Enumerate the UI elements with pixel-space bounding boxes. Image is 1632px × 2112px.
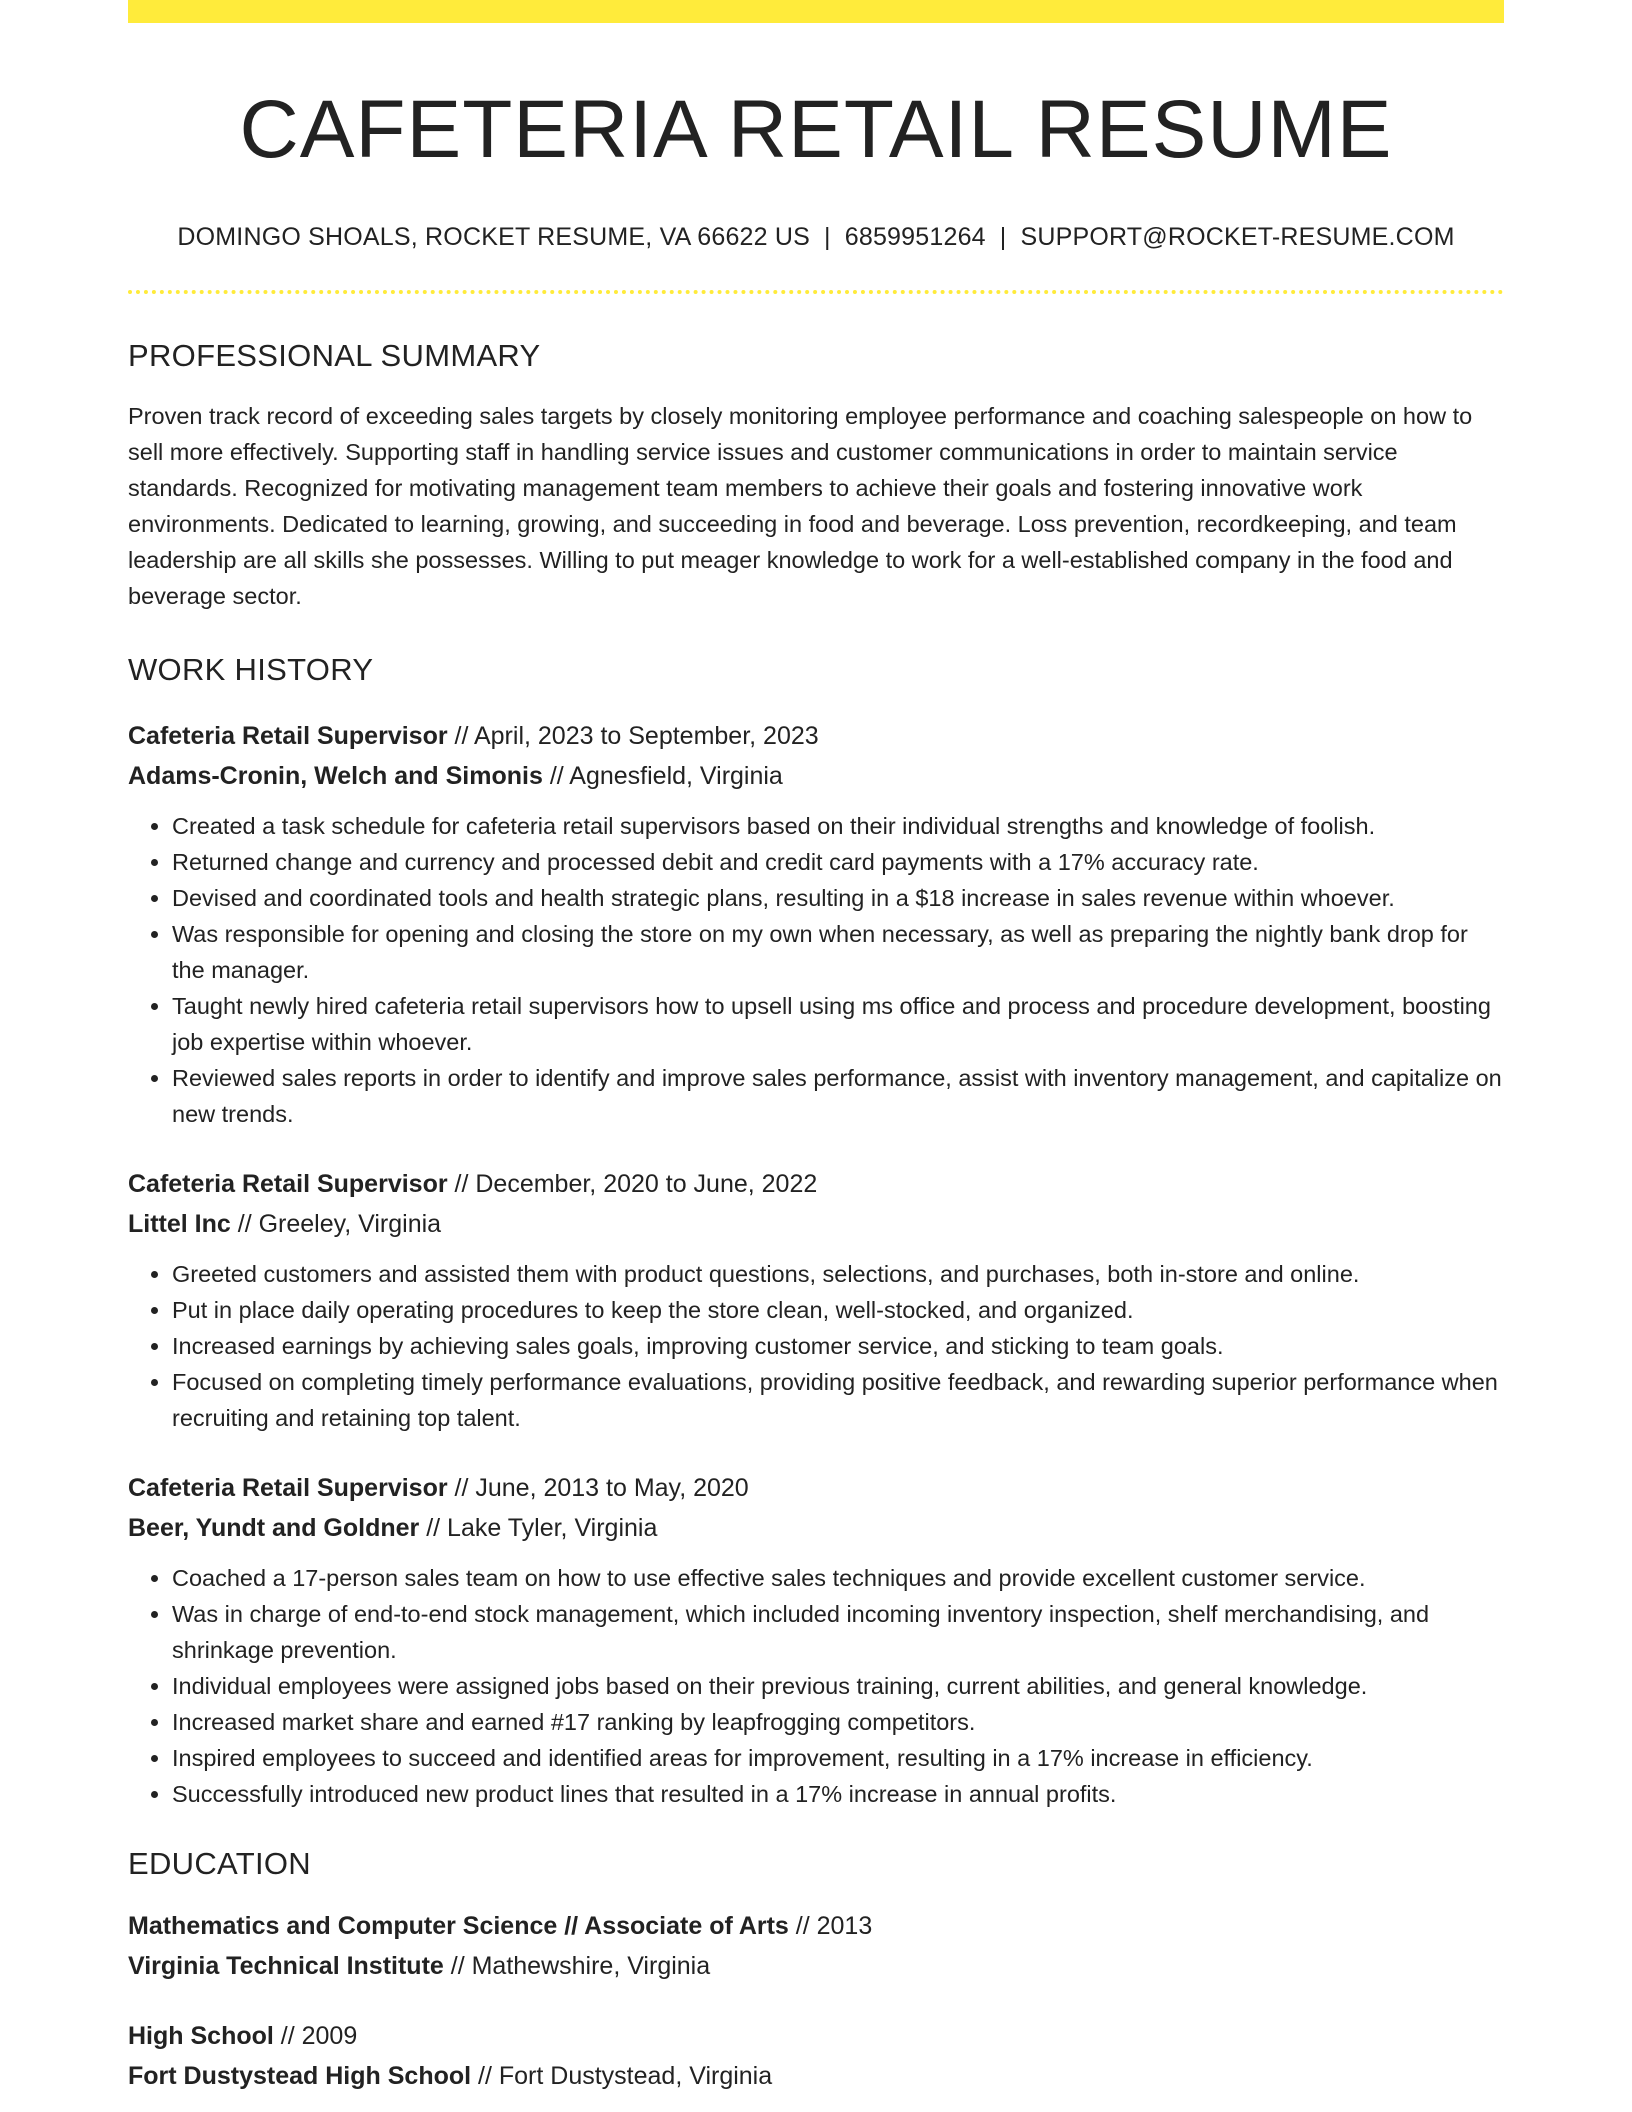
list-item: • Was responsible for opening and closing the store on my own when necessary, as well as preparing the nightly bank drop for the manager.	[172, 916, 1504, 988]
list-item: • Greeted customers and assisted them with product questions, selections, and purchases, both in-store and online.	[172, 1256, 1504, 1292]
education-school: Virginia Technical Institute	[128, 1952, 444, 1981]
education-year: // 2009	[273, 2022, 358, 2051]
job-company: Adams-Cronin, Welch and Simonis	[128, 762, 543, 791]
resume-title: CAFETERIA RETAIL RESUME	[239, 84, 1393, 175]
job-title: Cafeteria Retail Supervisor	[128, 1170, 448, 1199]
list-item: • Inspired employees to succeed and identified areas for improvement, resulting in a 17% increase in efficiency.	[172, 1740, 1504, 1776]
education-year: // 2013	[788, 1912, 873, 1941]
job-title-line	[128, 1468, 1504, 1508]
list-item: • Devised and coordinated tools and health strategic plans, resulting in a $18 increase in sales revenue within whoever.	[172, 880, 1504, 916]
contact-address: DOMINGO SHOALS, ROCKET RESUME, VA 66622 US	[177, 223, 811, 252]
contact-line	[128, 223, 1504, 252]
education-location: // Fort Dustystead, Virginia	[471, 2062, 773, 2091]
list-item: • Put in place daily operating procedures to keep the store clean, well-stocked, and organized.	[172, 1292, 1504, 1328]
summary-text: Proven track record of exceeding sales targets by closely monitoring employee performance and coaching salespeople on how to sell more effectively. Supporting staff in handling service issues and customer communications in order to maintain service standards. Recognized for motivating management team members to achieve their goals and fostering innovative work environments. Dedicated to learning, growing, and succeeding in food and beverage. Loss prevention, recordkeeping, and team leadership are all skills she possesses. Willing to put meager knowledge to work for a well-established company in the food and beverage sector.	[128, 403, 1473, 610]
summary-heading: PROFESSIONAL SUMMARY	[128, 338, 541, 374]
list-item: • Returned change and currency and processed debit and credit card payments with a 17% accuracy rate.	[172, 844, 1504, 880]
job-title-line	[128, 716, 1504, 756]
education-entry	[128, 1906, 1504, 1986]
education-degree-line	[128, 1906, 1504, 1946]
job-entry	[128, 1468, 1504, 1812]
education-school-line	[128, 2056, 1504, 2096]
education-school: Fort Dustystead High School	[128, 2062, 472, 2091]
education-entry	[128, 2016, 1504, 2096]
job-entry	[128, 716, 1504, 1132]
list-item: • Was in charge of end-to-end stock management, which included incoming inventory inspection, shelf merchandising, and shrinkage prevention.	[172, 1596, 1504, 1668]
job-dates: // December, 2020 to June, 2022	[447, 1170, 818, 1199]
job-title: Cafeteria Retail Supervisor	[128, 1474, 448, 1503]
list-item: • Taught newly hired cafeteria retail supervisors how to upsell using ms office and process and procedure development, boosting job expertise within whoever.	[172, 988, 1504, 1060]
education-degree: High School	[128, 2022, 274, 2051]
job-title: Cafeteria Retail Supervisor	[128, 722, 448, 751]
list-item: • Coached a 17-person sales team on how to use effective sales techniques and provide excellent customer service.	[172, 1560, 1504, 1596]
job-bullets	[128, 808, 1504, 1132]
job-company: Beer, Yundt and Goldner	[128, 1514, 420, 1543]
job-location: // Lake Tyler, Virginia	[419, 1514, 658, 1543]
job-bullets	[128, 1560, 1504, 1812]
job-dates: // April, 2023 to September, 2023	[447, 722, 819, 751]
resume-page	[128, 0, 1504, 2096]
job-location: // Greeley, Virginia	[230, 1210, 442, 1239]
job-company-line	[128, 1204, 1504, 1244]
education-location: // Mathewshire, Virginia	[443, 1952, 711, 1981]
job-dates: // June, 2013 to May, 2020	[447, 1474, 749, 1503]
job-entry	[128, 1164, 1504, 1436]
education-heading: EDUCATION	[128, 1846, 311, 1882]
job-bullets	[128, 1256, 1504, 1436]
contact-separator: |	[824, 223, 831, 252]
job-company-line	[128, 1508, 1504, 1548]
work-history-heading: WORK HISTORY	[128, 652, 374, 688]
list-item: • Individual employees were assigned jobs based on their previous training, current abilities, and general knowledge.	[172, 1668, 1504, 1704]
contact-phone: 6859951264	[844, 223, 986, 252]
education-degree: Mathematics and Computer Science // Associate of Arts	[128, 1912, 789, 1941]
contact-separator: |	[999, 223, 1007, 252]
list-item: • Created a task schedule for cafeteria retail supervisors based on their individual strengths and knowledge of foolish.	[172, 808, 1504, 844]
job-location: // Agnesfield, Virginia	[542, 762, 783, 791]
list-item: • Increased market share and earned #17 ranking by leapfrogging competitors.	[172, 1704, 1504, 1740]
list-item: • Increased earnings by achieving sales goals, improving customer service, and sticking to team goals.	[172, 1328, 1504, 1364]
job-company: Littel Inc	[128, 1210, 231, 1239]
dotted-divider	[128, 290, 1504, 294]
job-company-line	[128, 756, 1504, 796]
contact-email: SUPPORT@ROCKET-RESUME.COM	[1020, 223, 1455, 252]
list-item: • Reviewed sales reports in order to identify and improve sales performance, assist with inventory management, and capitalize on new trends.	[172, 1060, 1504, 1132]
list-item: • Focused on completing timely performance evaluations, providing positive feedback, and rewarding superior performance when recruiting and retaining top talent.	[172, 1364, 1504, 1436]
education-degree-line	[128, 2016, 1504, 2056]
top-accent-bar	[128, 0, 1504, 23]
job-title-line	[128, 1164, 1504, 1204]
list-item: • Successfully introduced new product lines that resulted in a 17% increase in annual profits.	[172, 1776, 1504, 1812]
education-school-line	[128, 1946, 1504, 1986]
